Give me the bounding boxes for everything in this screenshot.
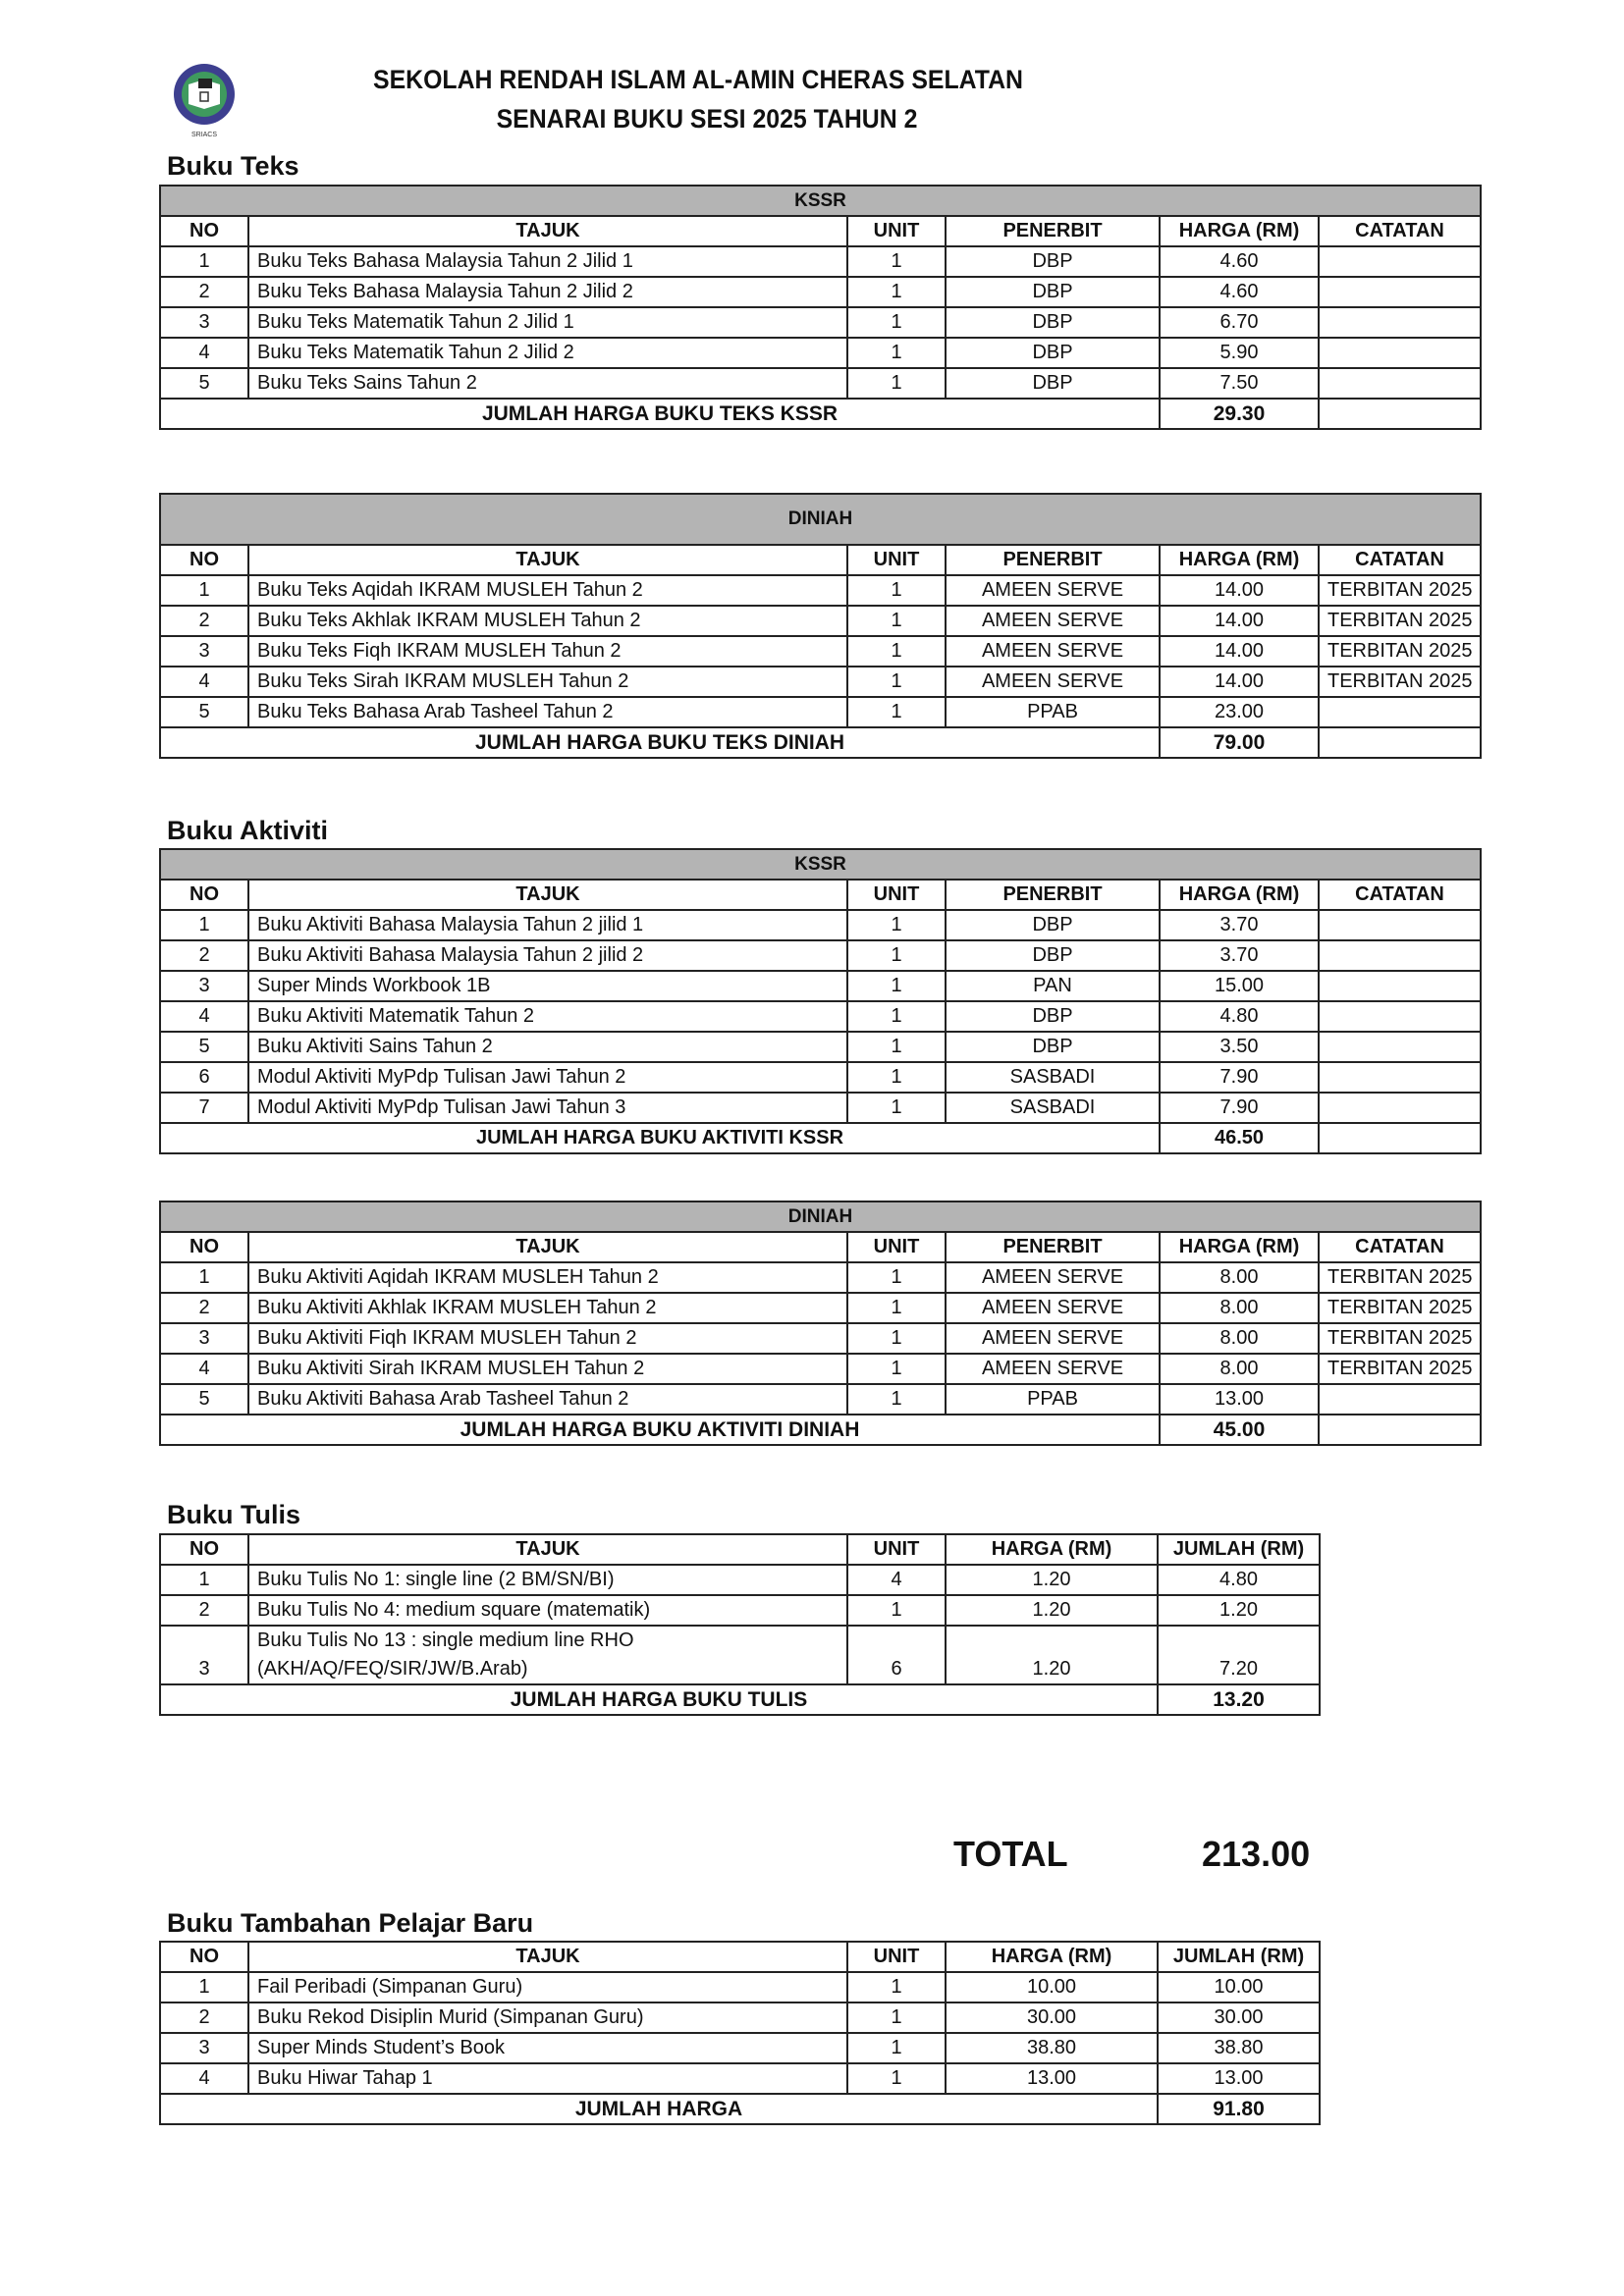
cell-tajuk: Buku Teks Aqidah IKRAM MUSLEH Tahun 2 (248, 575, 847, 606)
cell-no: 1 (160, 1972, 248, 2002)
col-harga: HARGA (RM) (946, 1534, 1158, 1565)
table-row (160, 338, 1481, 368)
table-row (160, 910, 1481, 940)
col-jumlah: JUMLAH (RM) (1158, 1942, 1320, 1972)
cell-no: 3 (160, 971, 248, 1001)
cell-harga: 8.00 (1160, 1262, 1319, 1293)
cell-no: 3 (160, 2033, 248, 2063)
cell-catatan: TERBITAN 2025 (1319, 1354, 1481, 1384)
total-value: 79.00 (1160, 727, 1319, 758)
table-buku-teks-diniah (159, 493, 1482, 759)
col-harga: HARGA (RM) (946, 1942, 1158, 1972)
section-heading-buku-tulis: Buku Tulis (167, 1500, 301, 1529)
cell-harga: 3.70 (1160, 910, 1319, 940)
cell-catatan (1319, 1001, 1481, 1032)
cell-jumlah: 38.80 (1158, 2033, 1320, 2063)
cell-unit: 1 (847, 636, 946, 667)
cell-tajuk: Buku Aktiviti Bahasa Malaysia Tahun 2 jilid 1 (248, 910, 847, 940)
col-tajuk: TAJUK (248, 880, 847, 910)
cell-catatan (1319, 940, 1481, 971)
section-heading-buku-aktiviti: Buku Aktiviti (167, 816, 329, 845)
cell-penerbit: AMEEN SERVE (946, 636, 1160, 667)
cell-unit: 1 (847, 1093, 946, 1123)
table-row (160, 1595, 1320, 1626)
cell-tajuk: Buku Tulis No 1: single line (2 BM/SN/BI) (248, 1565, 847, 1595)
col-tajuk: TAJUK (248, 1942, 847, 1972)
cell-harga: 10.00 (946, 1972, 1158, 2002)
cell-catatan (1319, 910, 1481, 940)
cell-tajuk: Buku Aktiviti Bahasa Arab Tasheel Tahun 2 (248, 1384, 847, 1415)
cell-catatan (1319, 1062, 1481, 1093)
cell-harga: 14.00 (1160, 667, 1319, 697)
table-row (160, 1384, 1481, 1415)
col-unit: UNIT (847, 1942, 946, 1972)
cell-catatan: TERBITAN 2025 (1319, 1293, 1481, 1323)
cell-harga: 23.00 (1160, 697, 1319, 727)
cell-catatan: TERBITAN 2025 (1319, 667, 1481, 697)
svg-text:SRIACS: SRIACS (190, 132, 218, 138)
table-row (160, 1626, 1320, 1684)
col-no: NO (160, 880, 248, 910)
cell-penerbit: PPAB (946, 697, 1160, 727)
cell-no: 1 (160, 1565, 248, 1595)
cell-no: 5 (160, 368, 248, 399)
empty-cell (1319, 727, 1481, 758)
school-name: SEKOLAH RENDAH ISLAM AL-AMIN CHERAS SELATAN (373, 65, 1023, 94)
table-row (160, 606, 1481, 636)
cell-no: 3 (160, 1323, 248, 1354)
cell-harga: 13.00 (946, 2063, 1158, 2094)
cell-tajuk: Modul Aktiviti MyPdp Tulisan Jawi Tahun 3 (248, 1093, 847, 1123)
cell-tajuk: Buku Tulis No 13 : single medium line RHO (AKH/AQ/FEQ/SIR/JW/B.Arab) (248, 1626, 847, 1684)
col-no: NO (160, 1942, 248, 1972)
col-tajuk: TAJUK (248, 1534, 847, 1565)
cell-tajuk: Buku Aktiviti Aqidah IKRAM MUSLEH Tahun 2 (248, 1262, 847, 1293)
total-label: JUMLAH HARGA (160, 2094, 1158, 2124)
col-jumlah: JUMLAH (RM) (1158, 1534, 1320, 1565)
table-row (160, 1032, 1481, 1062)
cell-penerbit: SASBADI (946, 1062, 1160, 1093)
cell-tajuk: Buku Teks Sirah IKRAM MUSLEH Tahun 2 (248, 667, 847, 697)
cell-unit: 6 (847, 1626, 946, 1684)
cell-unit: 1 (847, 940, 946, 971)
cell-catatan: TERBITAN 2025 (1319, 1323, 1481, 1354)
cell-no: 5 (160, 697, 248, 727)
cell-penerbit: AMEEN SERVE (946, 667, 1160, 697)
cell-harga: 14.00 (1160, 575, 1319, 606)
cell-unit: 1 (847, 1001, 946, 1032)
cell-unit: 1 (847, 910, 946, 940)
cell-no: 4 (160, 2063, 248, 2094)
cell-harga: 8.00 (1160, 1354, 1319, 1384)
table-row (160, 277, 1481, 307)
col-no: NO (160, 545, 248, 575)
cell-tajuk: Modul Aktiviti MyPdp Tulisan Jawi Tahun 2 (248, 1062, 847, 1093)
cell-catatan (1319, 277, 1481, 307)
col-harga: HARGA (RM) (1160, 545, 1319, 575)
cell-unit: 1 (847, 1595, 946, 1626)
cell-no: 1 (160, 1262, 248, 1293)
cell-no: 4 (160, 1354, 248, 1384)
cell-unit: 1 (847, 246, 946, 277)
cell-harga: 6.70 (1160, 307, 1319, 338)
col-unit: UNIT (847, 880, 946, 910)
table-buku-aktiviti-kssr (159, 848, 1482, 1154)
col-penerbit: PENERBIT (946, 880, 1160, 910)
table-row (160, 940, 1481, 971)
cell-harga: 7.90 (1160, 1093, 1319, 1123)
cell-tajuk: Buku Teks Akhlak IKRAM MUSLEH Tahun 2 (248, 606, 847, 636)
cell-penerbit: PPAB (946, 1384, 1160, 1415)
col-penerbit: PENERBIT (946, 545, 1160, 575)
band-diniah: DINIAH (160, 494, 1481, 545)
cell-harga: 3.50 (1160, 1032, 1319, 1062)
cell-jumlah: 7.20 (1158, 1626, 1320, 1684)
cell-catatan (1319, 307, 1481, 338)
table-row (160, 368, 1481, 399)
cell-tajuk: Buku Aktiviti Sirah IKRAM MUSLEH Tahun 2 (248, 1354, 847, 1384)
cell-no: 4 (160, 1001, 248, 1032)
cell-catatan (1319, 1032, 1481, 1062)
col-catatan: CATATAN (1319, 216, 1481, 246)
cell-jumlah: 1.20 (1158, 1595, 1320, 1626)
cell-unit: 1 (847, 1384, 946, 1415)
cell-no: 2 (160, 2002, 248, 2033)
cell-unit: 1 (847, 2063, 946, 2094)
cell-unit: 1 (847, 606, 946, 636)
cell-harga: 3.70 (1160, 940, 1319, 971)
cell-tajuk: Buku Rekod Disiplin Murid (Simpanan Guru) (248, 2002, 847, 2033)
cell-unit: 1 (847, 697, 946, 727)
table-row (160, 1972, 1320, 2002)
cell-harga: 7.90 (1160, 1062, 1319, 1093)
col-harga: HARGA (RM) (1160, 216, 1319, 246)
cell-catatan: TERBITAN 2025 (1319, 606, 1481, 636)
empty-cell (1319, 1123, 1481, 1153)
cell-unit: 1 (847, 1972, 946, 2002)
col-catatan: CATATAN (1319, 545, 1481, 575)
table-buku-tulis (159, 1533, 1321, 1716)
cell-tajuk: Buku Aktiviti Sains Tahun 2 (248, 1032, 847, 1062)
cell-unit: 1 (847, 2002, 946, 2033)
table-row (160, 1001, 1481, 1032)
cell-unit: 1 (847, 1062, 946, 1093)
cell-no: 2 (160, 1595, 248, 1626)
cell-unit: 1 (847, 1293, 946, 1323)
total-label: JUMLAH HARGA BUKU AKTIVITI DINIAH (160, 1415, 1160, 1445)
cell-harga: 8.00 (1160, 1323, 1319, 1354)
cell-unit: 1 (847, 1262, 946, 1293)
table-row (160, 307, 1481, 338)
cell-penerbit: PAN (946, 971, 1160, 1001)
total-label: JUMLAH HARGA BUKU TULIS (160, 1684, 1158, 1715)
grand-total-label: TOTAL (953, 1834, 1068, 1874)
empty-cell (1319, 399, 1481, 429)
cell-unit: 1 (847, 1354, 946, 1384)
col-unit: UNIT (847, 545, 946, 575)
table-buku-aktiviti-diniah (159, 1201, 1482, 1446)
list-title: SENARAI BUKU SESI 2025 TAHUN 2 (496, 104, 918, 133)
cell-tajuk: Super Minds Student’s Book (248, 2033, 847, 2063)
cell-unit: 1 (847, 368, 946, 399)
cell-harga: 5.90 (1160, 338, 1319, 368)
table-row (160, 1262, 1481, 1293)
cell-unit: 1 (847, 307, 946, 338)
total-label: JUMLAH HARGA BUKU TEKS KSSR (160, 399, 1160, 429)
cell-no: 2 (160, 606, 248, 636)
cell-penerbit: AMEEN SERVE (946, 1262, 1160, 1293)
cell-jumlah: 10.00 (1158, 1972, 1320, 2002)
cell-tajuk: Buku Teks Matematik Tahun 2 Jilid 1 (248, 307, 847, 338)
cell-harga: 14.00 (1160, 606, 1319, 636)
cell-tajuk: Buku Aktiviti Akhlak IKRAM MUSLEH Tahun 2 (248, 1293, 847, 1323)
table-row (160, 1062, 1481, 1093)
cell-penerbit: AMEEN SERVE (946, 1354, 1160, 1384)
table-row (160, 697, 1481, 727)
cell-penerbit: DBP (946, 277, 1160, 307)
col-harga: HARGA (RM) (1160, 880, 1319, 910)
table-row (160, 1565, 1320, 1595)
cell-penerbit: AMEEN SERVE (946, 1323, 1160, 1354)
cell-catatan (1319, 246, 1481, 277)
grand-total-value: 213.00 (1202, 1834, 1311, 1874)
col-no: NO (160, 216, 248, 246)
section-heading-buku-tambahan: Buku Tambahan Pelajar Baru (167, 1908, 534, 1938)
cell-penerbit: AMEEN SERVE (946, 1293, 1160, 1323)
cell-penerbit: DBP (946, 338, 1160, 368)
table-row (160, 1293, 1481, 1323)
cell-harga: 8.00 (1160, 1293, 1319, 1323)
cell-catatan: TERBITAN 2025 (1319, 575, 1481, 606)
empty-cell (1319, 1415, 1481, 1445)
cell-harga: 4.60 (1160, 246, 1319, 277)
cell-catatan (1319, 971, 1481, 1001)
band-kssr: KSSR (160, 186, 1481, 216)
cell-no: 5 (160, 1384, 248, 1415)
cell-tajuk: Buku Teks Bahasa Malaysia Tahun 2 Jilid 1 (248, 246, 847, 277)
total-label: JUMLAH HARGA BUKU TEKS DINIAH (160, 727, 1160, 758)
cell-catatan (1319, 1384, 1481, 1415)
cell-unit: 1 (847, 1032, 946, 1062)
cell-no: 2 (160, 277, 248, 307)
col-penerbit: PENERBIT (946, 1232, 1160, 1262)
col-unit: UNIT (847, 1534, 946, 1565)
cell-no: 1 (160, 910, 248, 940)
cell-penerbit: AMEEN SERVE (946, 606, 1160, 636)
cell-catatan (1319, 368, 1481, 399)
cell-no: 4 (160, 338, 248, 368)
section-heading-buku-teks: Buku Teks (167, 151, 299, 181)
cell-tajuk: Buku Teks Sains Tahun 2 (248, 368, 847, 399)
cell-harga: 1.20 (946, 1565, 1158, 1595)
cell-tajuk: Buku Teks Bahasa Arab Tasheel Tahun 2 (248, 697, 847, 727)
table-row (160, 636, 1481, 667)
cell-catatan: TERBITAN 2025 (1319, 636, 1481, 667)
band-diniah: DINIAH (160, 1201, 1481, 1232)
table-row (160, 575, 1481, 606)
col-catatan: CATATAN (1319, 1232, 1481, 1262)
cell-penerbit: DBP (946, 307, 1160, 338)
cell-jumlah: 30.00 (1158, 2002, 1320, 2033)
table-row (160, 1354, 1481, 1384)
table-row (160, 2063, 1320, 2094)
table-row (160, 1323, 1481, 1354)
cell-tajuk: Super Minds Workbook 1B (248, 971, 847, 1001)
total-label: JUMLAH HARGA BUKU AKTIVITI KSSR (160, 1123, 1160, 1153)
col-catatan: CATATAN (1319, 880, 1481, 910)
total-value: 91.80 (1158, 2094, 1320, 2124)
col-no: NO (160, 1232, 248, 1262)
cell-harga: 38.80 (946, 2033, 1158, 2063)
cell-harga: 1.20 (946, 1626, 1158, 1684)
cell-tajuk: Buku Teks Bahasa Malaysia Tahun 2 Jilid 2 (248, 277, 847, 307)
col-penerbit: PENERBIT (946, 216, 1160, 246)
cell-no: 1 (160, 575, 248, 606)
col-tajuk: TAJUK (248, 216, 847, 246)
cell-unit: 1 (847, 338, 946, 368)
cell-harga: 14.00 (1160, 636, 1319, 667)
col-no: NO (160, 1534, 248, 1565)
cell-tajuk: Buku Aktiviti Fiqh IKRAM MUSLEH Tahun 2 (248, 1323, 847, 1354)
table-row (160, 2002, 1320, 2033)
cell-penerbit: DBP (946, 246, 1160, 277)
total-value: 29.30 (1160, 399, 1319, 429)
cell-tajuk: Buku Aktiviti Bahasa Malaysia Tahun 2 jilid 2 (248, 940, 847, 971)
cell-no: 3 (160, 307, 248, 338)
cell-unit: 1 (847, 277, 946, 307)
cell-jumlah: 13.00 (1158, 2063, 1320, 2094)
cell-harga: 4.60 (1160, 277, 1319, 307)
col-harga: HARGA (RM) (1160, 1232, 1319, 1262)
cell-unit: 1 (847, 971, 946, 1001)
cell-penerbit: DBP (946, 940, 1160, 971)
cell-penerbit: DBP (946, 368, 1160, 399)
cell-unit: 4 (847, 1565, 946, 1595)
total-value: 13.20 (1158, 1684, 1320, 1715)
cell-catatan (1319, 697, 1481, 727)
cell-unit: 1 (847, 2033, 946, 2063)
cell-harga: 30.00 (946, 2002, 1158, 2033)
cell-tajuk: Buku Hiwar Tahap 1 (248, 2063, 847, 2094)
cell-penerbit: AMEEN SERVE (946, 575, 1160, 606)
cell-tajuk: Buku Teks Matematik Tahun 2 Jilid 2 (248, 338, 847, 368)
total-value: 46.50 (1160, 1123, 1319, 1153)
cell-unit: 1 (847, 667, 946, 697)
cell-unit: 1 (847, 575, 946, 606)
table-row (160, 667, 1481, 697)
cell-tajuk: Fail Peribadi (Simpanan Guru) (248, 1972, 847, 2002)
col-unit: UNIT (847, 1232, 946, 1262)
col-tajuk: TAJUK (248, 545, 847, 575)
band-kssr: KSSR (160, 849, 1481, 880)
cell-harga: 1.20 (946, 1595, 1158, 1626)
cell-penerbit: DBP (946, 1032, 1160, 1062)
total-value: 45.00 (1160, 1415, 1319, 1445)
col-unit: UNIT (847, 216, 946, 246)
cell-harga: 7.50 (1160, 368, 1319, 399)
table-row (160, 971, 1481, 1001)
cell-no: 7 (160, 1093, 248, 1123)
cell-tajuk: Buku Teks Fiqh IKRAM MUSLEH Tahun 2 (248, 636, 847, 667)
cell-no: 1 (160, 246, 248, 277)
cell-penerbit: DBP (946, 910, 1160, 940)
cell-no: 3 (160, 636, 248, 667)
table-row (160, 1093, 1481, 1123)
cell-penerbit: DBP (946, 1001, 1160, 1032)
cell-unit: 1 (847, 1323, 946, 1354)
cell-no: 3 (160, 1626, 248, 1684)
cell-no: 2 (160, 1293, 248, 1323)
cell-no: 5 (160, 1032, 248, 1062)
col-tajuk: TAJUK (248, 1232, 847, 1262)
cell-harga: 4.80 (1160, 1001, 1319, 1032)
cell-no: 4 (160, 667, 248, 697)
cell-jumlah: 4.80 (1158, 1565, 1320, 1595)
table-row (160, 246, 1481, 277)
cell-no: 6 (160, 1062, 248, 1093)
cell-penerbit: SASBADI (946, 1093, 1160, 1123)
cell-harga: 15.00 (1160, 971, 1319, 1001)
cell-harga: 13.00 (1160, 1384, 1319, 1415)
cell-tajuk: Buku Aktiviti Matematik Tahun 2 (248, 1001, 847, 1032)
table-buku-teks-kssr (159, 185, 1482, 430)
cell-no: 2 (160, 940, 248, 971)
table-buku-tambahan (159, 1941, 1321, 2125)
table-row (160, 2033, 1320, 2063)
cell-catatan (1319, 1093, 1481, 1123)
cell-catatan: TERBITAN 2025 (1319, 1262, 1481, 1293)
cell-tajuk: Buku Tulis No 4: medium square (matematik) (248, 1595, 847, 1626)
cell-catatan (1319, 338, 1481, 368)
